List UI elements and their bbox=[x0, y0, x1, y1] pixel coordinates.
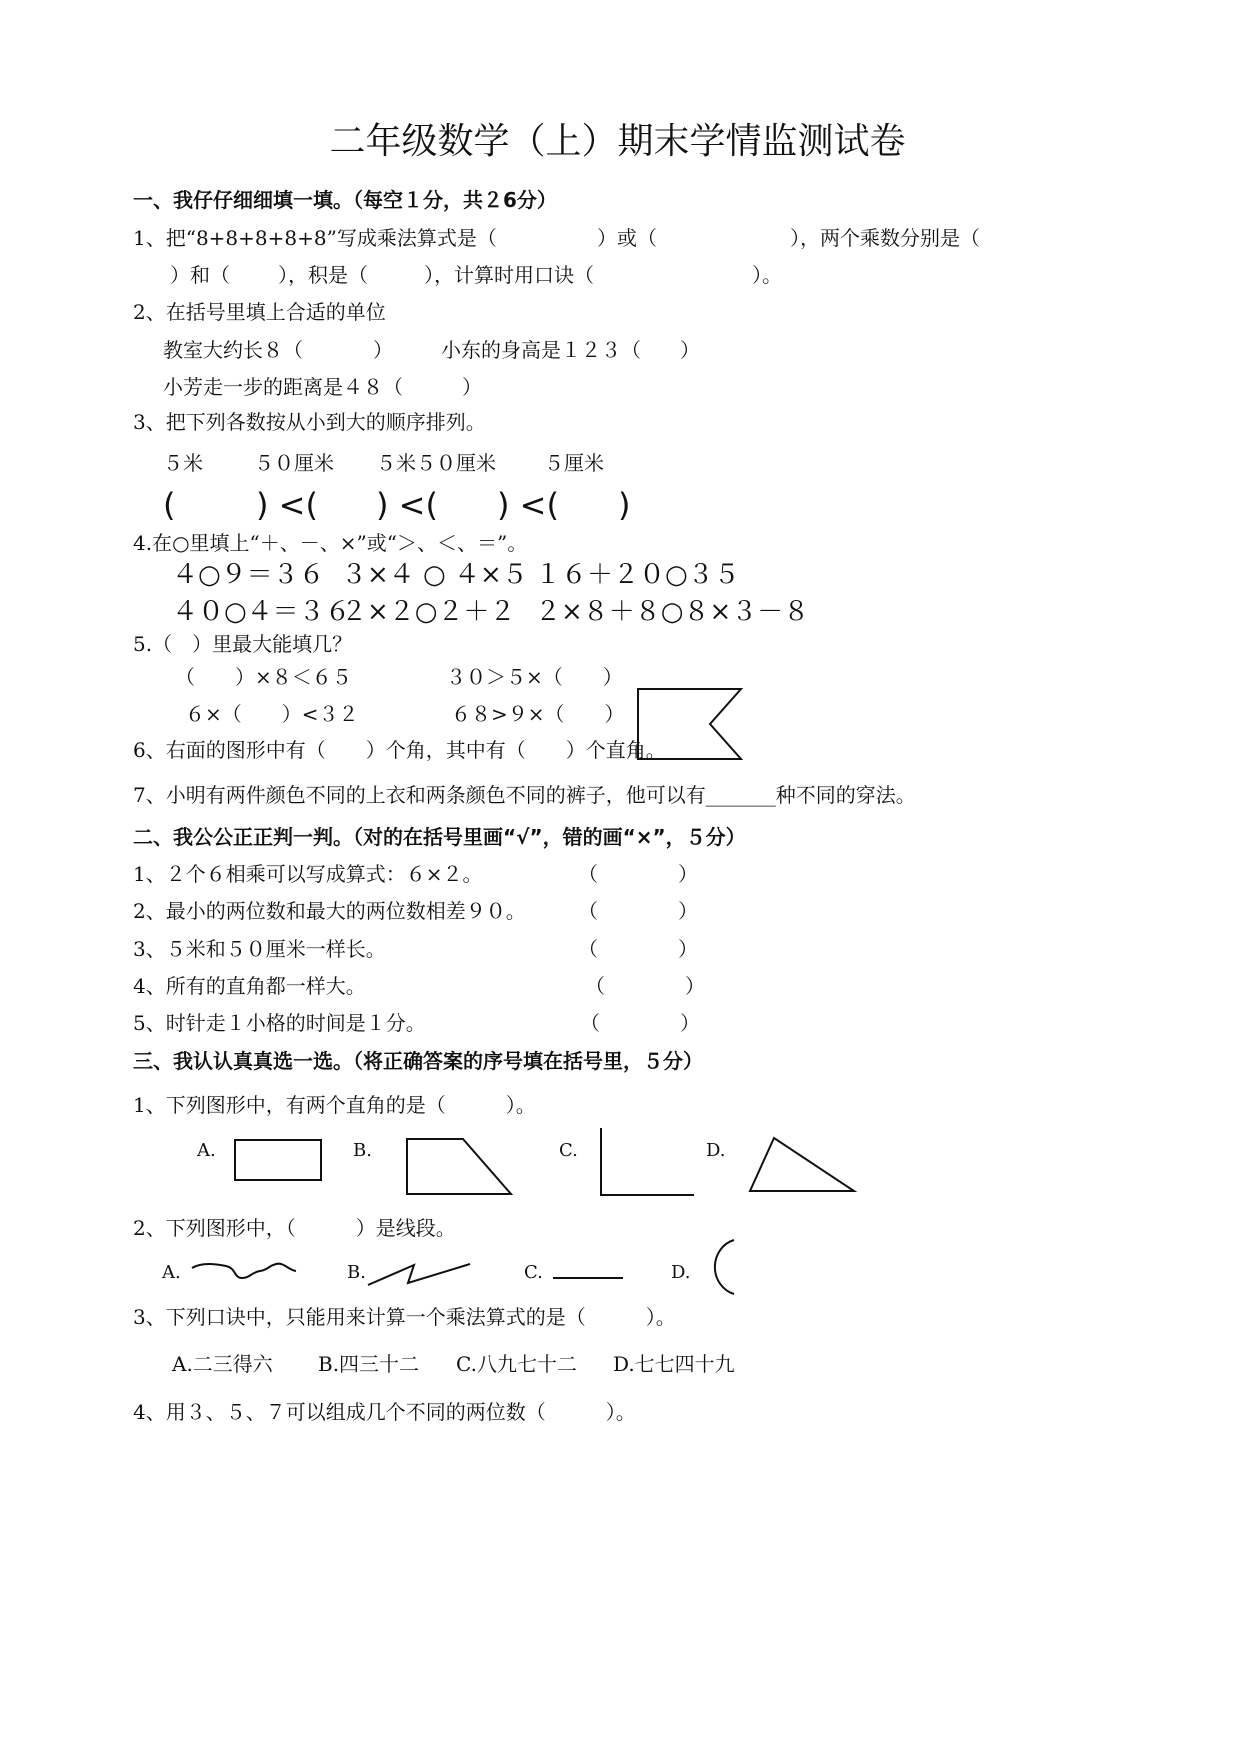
q4-expr: ２×８＋８○８×３－８ bbox=[535, 597, 810, 627]
q3-bracket: ) bbox=[618, 486, 631, 524]
q2b-text: 小东的身高是１２３（ bbox=[441, 338, 641, 362]
section-1-heading: 一、我仔仔细细填一填。（每空１分，共２6分） bbox=[133, 188, 557, 212]
q5a-text: （ ）×８＜６５ bbox=[175, 665, 352, 689]
judge-item: 4、所有的直角都一样大。 bbox=[133, 974, 366, 998]
q1-text-e: ），积是（ bbox=[278, 263, 368, 287]
judge-paren: （ ） bbox=[580, 1011, 700, 1035]
q3-item: ５米５０厘米 bbox=[376, 451, 496, 475]
q3-bracket: ) <( bbox=[256, 486, 318, 524]
broken-line-figure bbox=[366, 1261, 476, 1289]
q2a-text: 教室大约长８（ bbox=[163, 338, 303, 362]
q3-bracket: ) <( bbox=[497, 486, 559, 524]
judge-item: 3、５米和５０厘米一样长。 bbox=[133, 937, 386, 961]
option-label: C. bbox=[524, 1262, 543, 1283]
q3-bracket: ( bbox=[163, 486, 176, 524]
q2b-end: ） bbox=[680, 338, 700, 362]
line-segment-figure bbox=[552, 1272, 626, 1284]
q2c-text: 小芳走一步的距离是４８（ bbox=[163, 375, 403, 399]
q3-bracket: ) <( bbox=[376, 486, 438, 524]
q2a-end: ） bbox=[373, 338, 393, 362]
q3-item: ５厘米 bbox=[544, 451, 604, 475]
s3-q1-text: 1、下列图形中，有两个直角的是（ ）。 bbox=[133, 1093, 536, 1117]
q4-expr: ２×２○２＋２ bbox=[341, 597, 516, 627]
section-3-heading: 三、我认认真真选一选。（将正确答案的序号填在括号里，５分） bbox=[133, 1049, 703, 1073]
q2-text: 2、在括号里填上合适的单位 bbox=[133, 300, 386, 324]
q5-text: 5.（ ）里最大能填几？ bbox=[133, 632, 353, 656]
option-text: B.四三十二 bbox=[318, 1352, 420, 1376]
q5b-text: ３０＞５×（ ） bbox=[446, 665, 623, 689]
judge-item: 2、最小的两位数和最大的两位数相差９０。 bbox=[133, 899, 526, 923]
page-title: 二年级数学（上）期末学情监测试卷 bbox=[329, 121, 906, 162]
q1-text-f: ），计算时用口诀（ bbox=[424, 263, 594, 287]
q2c-end: ） bbox=[462, 375, 482, 399]
q3-item: ５米 bbox=[163, 451, 203, 475]
rectangle-figure bbox=[234, 1139, 324, 1183]
arc-figure bbox=[702, 1238, 742, 1298]
q4-expr: ３×４ ○ ４×５ bbox=[341, 560, 528, 590]
s3-q3-text: 3、下列口诀中，只能用来计算一个乘法算式的是（ ）。 bbox=[133, 1305, 676, 1329]
option-label: A. bbox=[162, 1262, 181, 1283]
s3-q2-text: 2、下列图形中，（ ）是线段。 bbox=[133, 1216, 456, 1240]
q1-text-d: ）和（ bbox=[170, 263, 230, 287]
section-2-heading: 二、我公公正正判一判。（对的在括号里画“√”，错的画“×”，５分） bbox=[133, 825, 746, 849]
option-label: D. bbox=[706, 1140, 726, 1161]
option-text: D.七七四十九 bbox=[613, 1352, 735, 1376]
q1-text-g: ）。 bbox=[752, 263, 782, 287]
q3-text: 3、把下列各数按从小到大的顺序排列。 bbox=[133, 410, 486, 434]
q4-expr: １６＋２０○３５ bbox=[535, 560, 740, 590]
judge-paren: （ ） bbox=[578, 862, 698, 886]
option-label: D. bbox=[671, 1262, 691, 1283]
judge-item: 5、时针走１小格的时间是１分。 bbox=[133, 1011, 426, 1035]
option-label: A. bbox=[197, 1140, 216, 1161]
option-text: A.二三得六 bbox=[172, 1352, 273, 1376]
curved-line-figure bbox=[190, 1258, 300, 1288]
s3-q4-text: 4、用３、５、７可以组成几个不同的两位数（ ）。 bbox=[133, 1400, 636, 1424]
option-label: B. bbox=[353, 1140, 372, 1161]
option-label: C. bbox=[559, 1140, 578, 1161]
q3-item: ５０厘米 bbox=[254, 451, 334, 475]
q7-text: 7、小明有两件颜色不同的上衣和两条颜色不同的裤子，他可以有_______种不同的穿法。 bbox=[133, 783, 916, 807]
q1-text-c: ），两个乘数分别是（ bbox=[790, 226, 980, 250]
q1-text-b: ）或（ bbox=[597, 226, 657, 250]
option-label: B. bbox=[347, 1262, 366, 1283]
judge-paren: （ ） bbox=[578, 899, 698, 923]
judge-item: 1、２个６相乘可以写成算式：６×２。 bbox=[133, 862, 483, 886]
q4-expr: ４０○４＝３６ bbox=[172, 597, 351, 627]
triangle-figure bbox=[748, 1136, 858, 1194]
q1-text-a: 1、把“8+8+8+8+8”写成乘法算式是（ bbox=[133, 226, 497, 250]
option-text: C.八九七十二 bbox=[456, 1352, 577, 1376]
right-angle-figure bbox=[598, 1127, 698, 1199]
q5d-text: ６８>９×（ ） bbox=[451, 702, 625, 726]
trapezoid-figure bbox=[405, 1137, 515, 1197]
q5c-text: ６×（ ）<３２ bbox=[185, 702, 359, 726]
judge-paren: （ ） bbox=[585, 974, 705, 998]
q4-expr: ４○９＝３６ bbox=[172, 560, 325, 590]
q4-text: 4.在○里填上“＋、－、×”或“＞、＜、＝”。 bbox=[133, 531, 528, 555]
judge-paren: （ ） bbox=[578, 937, 698, 961]
q6-text: 6、右面的图形中有（ ）个角，其中有（ ）个直角。 bbox=[133, 738, 666, 762]
